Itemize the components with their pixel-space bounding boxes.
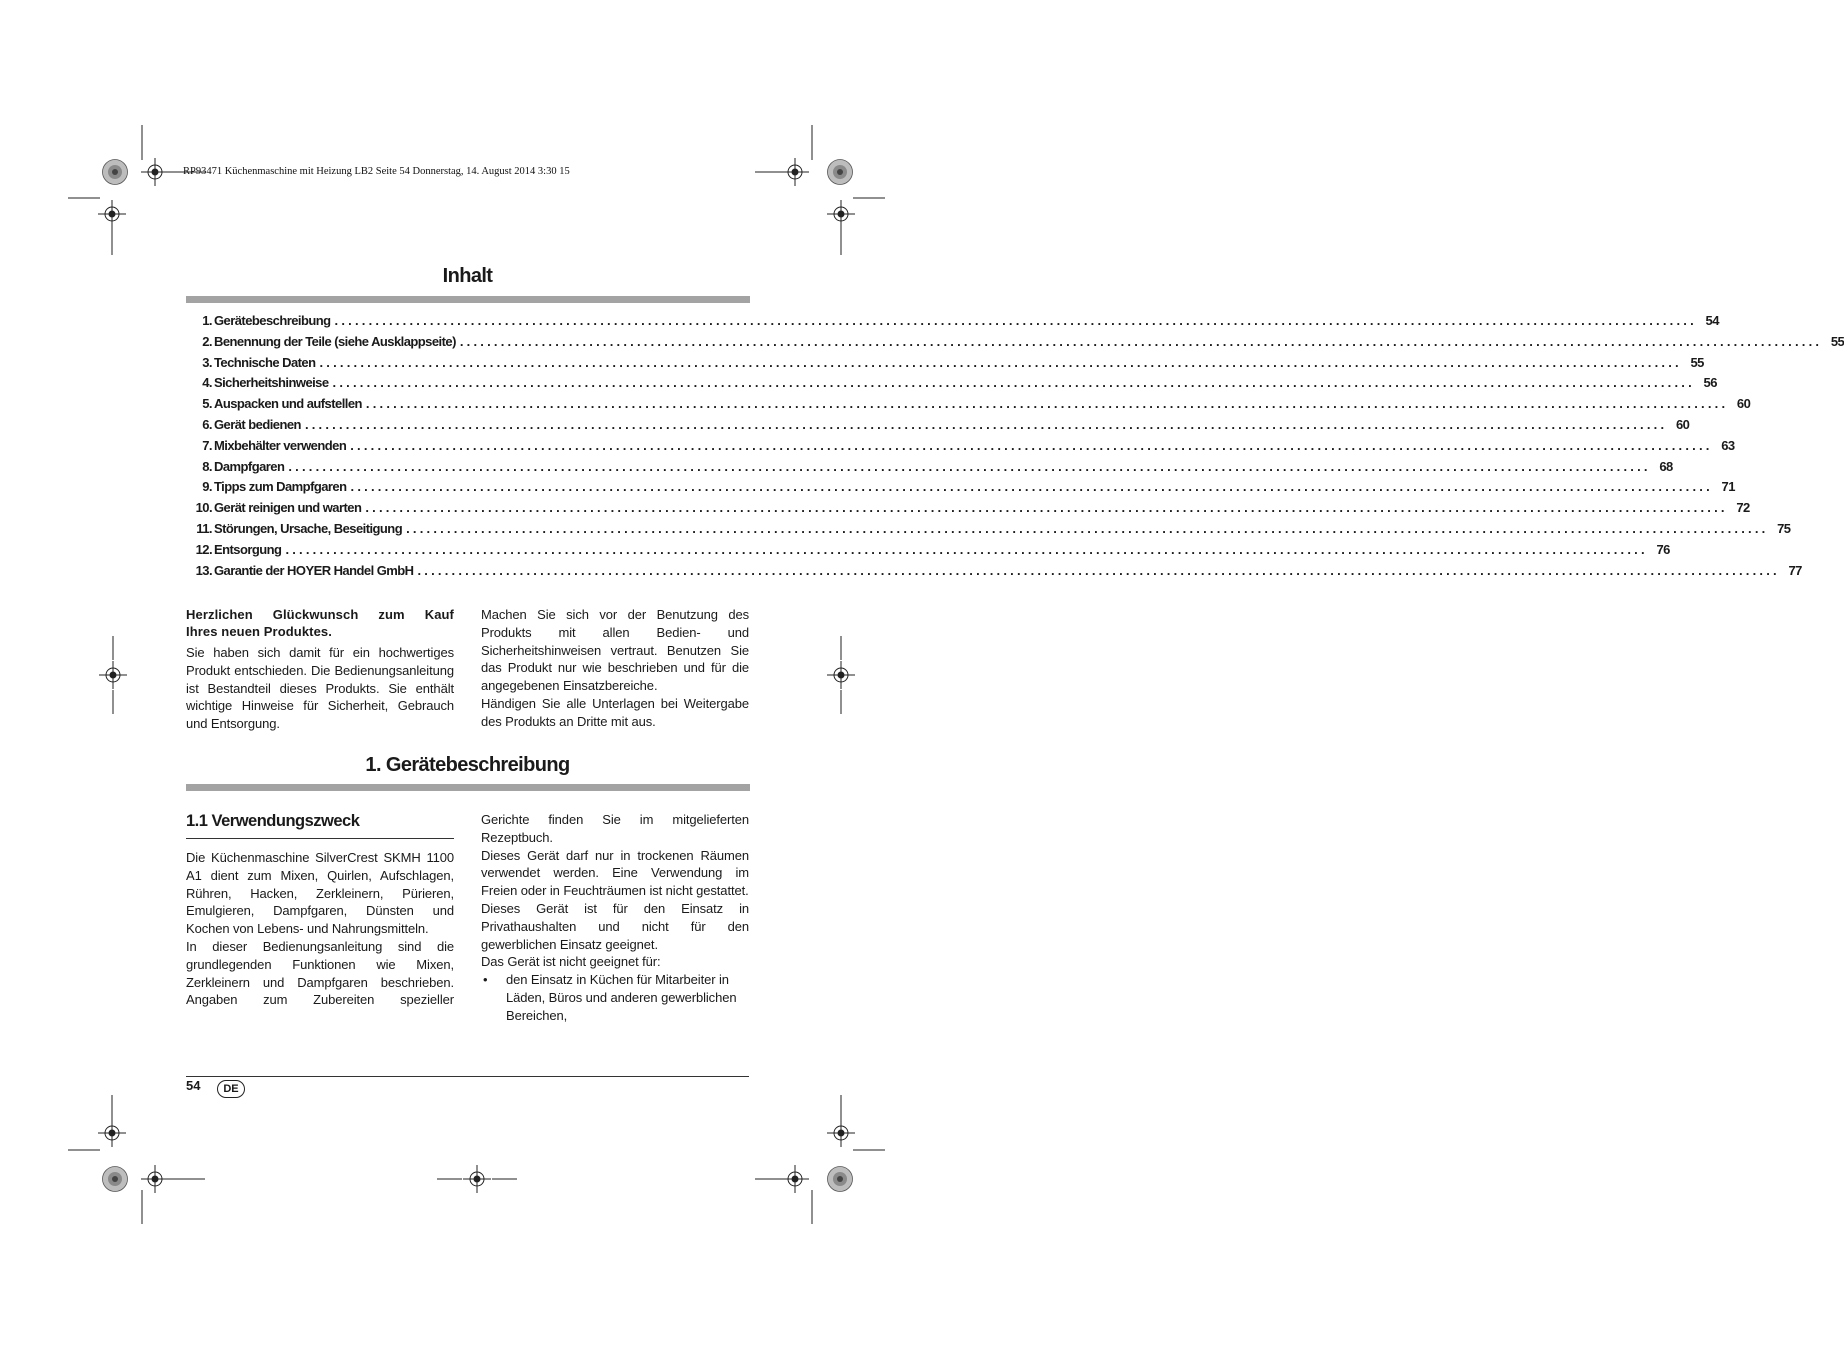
toc-leader-dots: ........................................................................................................................................................................................................ bbox=[350, 437, 1713, 453]
toc-leader-dots: ........................................................................................................................................................................................................ bbox=[459, 333, 1823, 349]
toc-entry-title: Entsorgung bbox=[214, 541, 282, 557]
intro-paragraph-right-1: Machen Sie sich vor der Benutzung des Produkts mit allen Bedien- und Sicherheitshinweisen vertraut. Benutzen Sie das Produkt nur wie beschrieben und für die angegebenen Einsatzbereiche. bbox=[481, 607, 749, 694]
intro-paragraph: Sie haben sich damit für ein hochwertiges Produkt entschieden. Die Bedienungsanleitung ist Bestandteil dieses Produkts. Sie enthält wichtige Hinweise für Sicherheit, Gebrauch und Entsorgung. bbox=[186, 645, 454, 732]
purpose-paragraph-4: Dieses Gerät darf nur in trockenen Räumen verwendet werden. Eine Verwendung im Freien oder in Feuchträumen ist nicht gestattet. bbox=[481, 847, 749, 899]
toc-entry-title: Gerätebeschreibung bbox=[214, 313, 331, 328]
toc-entry-number: 3. bbox=[202, 354, 212, 370]
toc-entry-title: Gerät bedienen bbox=[214, 416, 301, 432]
toc-entry bbox=[186, 541, 1670, 563]
toc-entry-page: 77 bbox=[1788, 562, 1802, 578]
subsection-title: 1.1 Verwendungszweck bbox=[186, 812, 360, 830]
toc-entry-number: 8. bbox=[202, 458, 212, 474]
toc-entry bbox=[186, 458, 1673, 480]
toc-entry-page: 55 bbox=[1830, 333, 1844, 349]
language-badge: DE bbox=[217, 1080, 245, 1098]
toc-entry-page: 60 bbox=[1675, 416, 1690, 432]
toc-entry bbox=[186, 500, 1750, 521]
toc-entry bbox=[186, 396, 1751, 417]
toc-entry-page: 68 bbox=[1659, 458, 1673, 474]
toc-entry bbox=[186, 520, 1791, 542]
purpose-paragraph-2: In dieser Bedienungsanleitung sind die grundlegenden Funktionen wie Mixen, Zerkleinern und Dampfgaren beschrieben. Angaben zum Zubereiten spezieller bbox=[186, 938, 454, 1008]
toc-entry bbox=[186, 333, 1844, 355]
list-item-text: den Einsatz in Küchen für Mitarbeiter in Läden, Büros und anderen gewerblichen Bereichen, bbox=[506, 972, 737, 1023]
toc-entry-number: 6. bbox=[202, 416, 212, 432]
toc-entry bbox=[186, 416, 1690, 438]
print-header: RP93471 Küchenmaschine mit Heizung LB2 Seite 54 Donnerstag, 14. August 2014 3:30 15 bbox=[183, 166, 570, 177]
intro-right-column bbox=[481, 606, 749, 731]
intro-heading-line-1: Herzlichen Glückwunsch zum Kauf bbox=[186, 607, 454, 622]
toc-entry-number: 4. bbox=[202, 375, 212, 391]
toc-entry bbox=[186, 479, 1735, 500]
subsection-rule bbox=[186, 838, 454, 839]
toc-entry bbox=[186, 375, 1717, 396]
toc-leader-dots: ........................................................................................................................................................................................................ bbox=[406, 520, 1769, 536]
toc-entry-number: 2. bbox=[202, 333, 212, 349]
toc-entry-number: 7. bbox=[202, 437, 212, 453]
purpose-paragraph-5: Dieses Gerät ist für den Einsatz in Privathaushalten und nicht für den gewerblichen Einsatz geeignet. bbox=[481, 900, 749, 952]
toc-entry-number: 9. bbox=[202, 479, 212, 495]
section-left-column bbox=[186, 812, 454, 1009]
toc-entry-number: 11. bbox=[196, 520, 212, 536]
toc-leader-dots: ........................................................................................................................................................................................................ bbox=[350, 479, 1713, 495]
toc-entry bbox=[186, 562, 1802, 584]
toc-entry-page: 71 bbox=[1721, 479, 1735, 495]
list-item bbox=[481, 971, 749, 1024]
contents-rule bbox=[186, 296, 750, 303]
toc-leader-dots: ........................................................................................................................................................................................................ bbox=[365, 396, 1729, 412]
toc-entry-number: 5. bbox=[202, 396, 212, 412]
page-number: 54 bbox=[186, 1078, 201, 1093]
toc-leader-dots: ........................................................................................................................................................................................................ bbox=[304, 416, 1668, 432]
intro-heading bbox=[186, 607, 454, 640]
section-title: 1. Gerätebeschreibung bbox=[365, 754, 570, 776]
toc-leader-dots: ........................................................................................................................................................................................................ bbox=[285, 541, 1648, 557]
intro-heading-line-2: Ihres neuen Produktes. bbox=[186, 623, 332, 639]
toc-entry bbox=[186, 354, 1704, 376]
toc-entry-number: 13. bbox=[195, 562, 212, 578]
purpose-paragraph-6: Das Gerät ist nicht geeignet für: bbox=[481, 954, 661, 970]
toc-entry-title: Gerät reinigen und warten bbox=[214, 500, 362, 516]
purpose-paragraph-3: Gerichte finden Sie im mitgelieferten Rezeptbuch. bbox=[481, 812, 749, 845]
section-right-column bbox=[481, 811, 749, 1025]
toc-leader-dots: ........................................................................................................................................................................................................ bbox=[417, 562, 1780, 578]
intro-paragraph-right-2: Händigen Sie alle Unterlagen bei Weitergabe des Produkts an Dritte mit aus. bbox=[481, 695, 749, 729]
toc-entry-title: Störungen, Ursache, Beseitigung bbox=[214, 520, 403, 536]
toc-entry-title: Sicherheitshinweise bbox=[214, 375, 329, 391]
toc-entry-title: Mixbehälter verwenden bbox=[214, 437, 347, 453]
toc-entry-title: Technische Daten bbox=[214, 354, 316, 370]
toc-leader-dots: ........................................................................................................................................................................................................ bbox=[365, 500, 1728, 516]
contents-title: Inhalt bbox=[442, 265, 493, 287]
toc-entry-page: 63 bbox=[1721, 437, 1735, 453]
toc-entry-page: 56 bbox=[1703, 375, 1717, 391]
toc-entry-title: Auspacken und aufstellen bbox=[214, 396, 362, 412]
bullet-icon: • bbox=[483, 972, 488, 988]
toc-leader-dots: ........................................................................................................................................................................................................ bbox=[288, 458, 1651, 474]
toc-entry bbox=[186, 313, 1719, 334]
toc-entry-title: Benennung der Teile (siehe Ausklappseite) bbox=[214, 333, 456, 349]
intro-left-column bbox=[186, 607, 454, 733]
toc-entry-title: Garantie der HOYER Handel GmbH bbox=[214, 562, 414, 578]
toc-entry-page: 60 bbox=[1736, 396, 1751, 412]
purpose-paragraph-1: Die Küchenmaschine SilverCrest SKMH 1100 A1 dient zum Mixen, Quirlen, Aufschlagen, Rühren, Hacken, Zerkleinern, Pürieren, Emulgieren, Dampfgaren, Dünsten und Kochen von Lebens- und Nahrungsmitteln. bbox=[186, 850, 454, 937]
toc-entry-page: 54 bbox=[1705, 313, 1719, 328]
section-rule bbox=[186, 784, 750, 791]
toc-entry-number: 12. bbox=[195, 541, 212, 557]
toc-entry-page: 75 bbox=[1777, 520, 1791, 536]
toc-entry bbox=[186, 437, 1735, 459]
toc-entry-page: 76 bbox=[1656, 541, 1670, 557]
toc-entry-title: Tipps zum Dampfgaren bbox=[214, 479, 347, 495]
footer-rule bbox=[186, 1076, 749, 1077]
toc-leader-dots: ........................................................................................................................................................................................................ bbox=[332, 375, 1695, 391]
toc-entry-page: 72 bbox=[1736, 500, 1750, 516]
toc-leader-dots: ........................................................................................................................................................................................................ bbox=[319, 354, 1682, 370]
toc-entry-page: 55 bbox=[1690, 354, 1704, 370]
table-of-contents bbox=[186, 313, 1844, 583]
toc-entry-title: Dampfgaren bbox=[214, 458, 285, 474]
toc-entry-number: 10. bbox=[195, 500, 212, 516]
toc-entry-number: 1. bbox=[202, 313, 212, 328]
toc-leader-dots: ........................................................................................................................................................................................................ bbox=[334, 313, 1697, 328]
